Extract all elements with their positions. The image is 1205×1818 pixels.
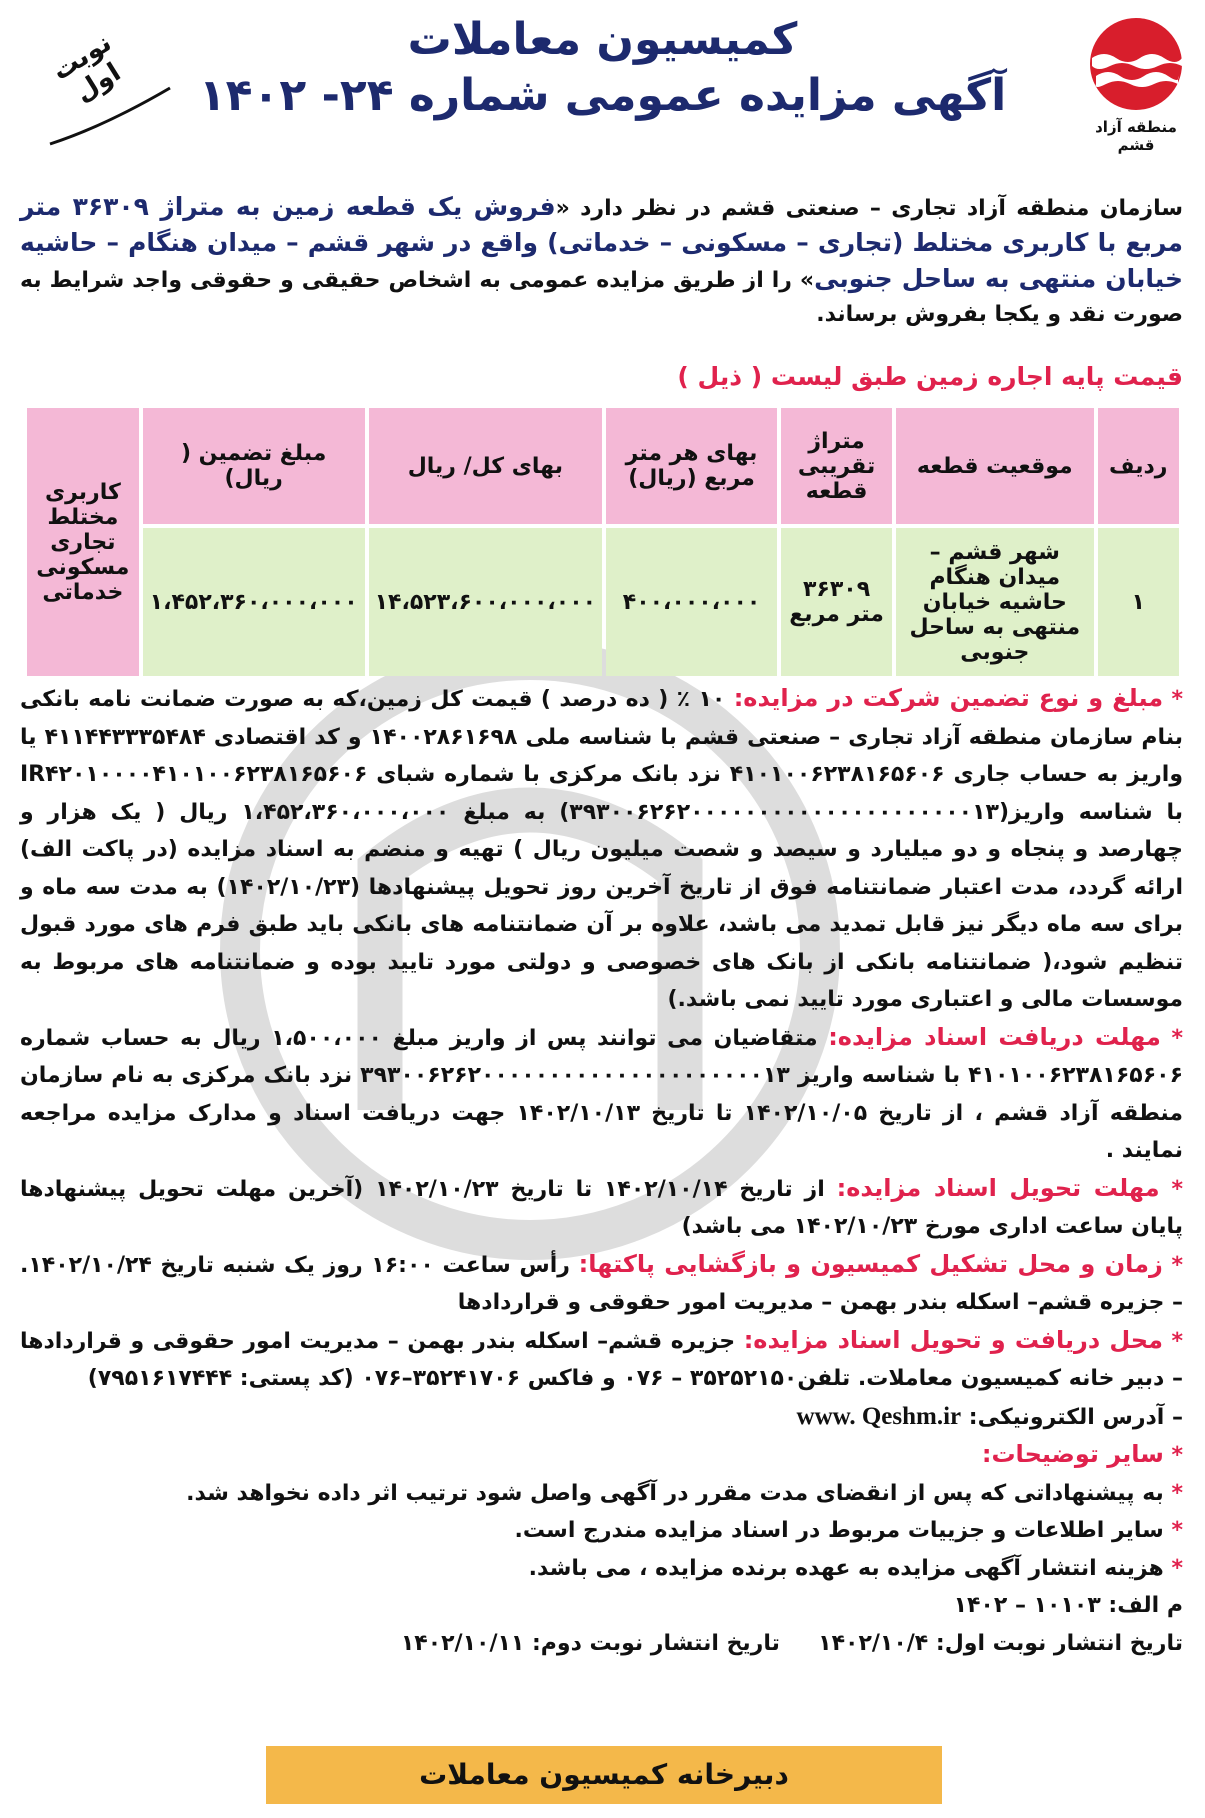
row-price-per-meter: ۴۰۰،۰۰۰،۰۰۰: [606, 528, 777, 676]
auction-table: [23, 404, 1183, 680]
section-location: * محل دریافت و تحویل اسناد مزایده: جزیره قشم– اسکله بندر بهمن – مدیریت امور حقوقی و قراردادها – دبیر خانه کمیسیون معاملات. تلفن۳۵۲۵۲۱۵۰ – ۰۷۶ و فاکس ۳۵۲۴۱۷۰۶–۰۷۶ (کد پستی: ۷۹۵۱۶۱۷۴۴۴): [20, 1325, 1183, 1391]
intro-part3: » را از طریق مزایده عمومی به اشخاص حقیقی و حقوقی واجد شرایط به صورت نقد و یکجا بفروش برساند.: [20, 268, 1183, 327]
notice-title: آگهی مزایده عمومی شماره ۲۴- ۱۴۰۲: [198, 70, 1007, 121]
intro-highlight: فروش یک قطعه زمین به متراژ ۳۶۳۰۹ متر مربع با کاربری مختلط (تجاری – مسکونی – خدماتی) واقع در شهر قشم – میدان هنگام – حاشیه خیابان منتهی به ساحل جنوبی: [20, 192, 1183, 293]
notice-body: [20, 680, 1183, 1662]
note-item: * به پیشنهاداتی که پس از انقضای مدت مقرر در آگهی واصل شود ترتیب اثر داده نخواهد شد.: [186, 1480, 1183, 1506]
round-underline-icon: [45, 86, 175, 146]
publish-dates: [20, 1625, 1183, 1663]
table-heading: قیمت پایه اجاره زمین طبق لیست ( ذیل ): [677, 362, 1183, 391]
website-line: [20, 1398, 1183, 1437]
col-location: موقعیت قطعه: [896, 408, 1093, 524]
section-guarantee: * مبلغ و نوع تضمین شرکت در مزایده: ۱۰ ٪ ( ده درصد ) قیمت کل زمین،که به صورت ضمانت نامه بانکی بنام سازمان منطقه آزاد تجاری – صنعتی قشم با شناسه ملی ۱۴۰۰۲۸۶۱۶۹۸ و کد اقتصادی ۴۱۱۴۴۳۳۳۵۴۸۴ یا واریز به حساب جاری ۴۱۰۱۰۰۶۲۳۸۱۶۵۶۰۶ نزد بانک مرکزی با شماره شبای IR۴۲۰۱۰۰۰۰۴۱۰۱۰۰۶۲۳۸۱۶۵۶۰۶ با شناسه واریز(۳۹۳۰۰۶۲۶۲۰۰۰۰۰۰۰۰۰۰۰۰۰۰۰۰۰۰۰۰۰۱۳) به مبلغ ۱،۴۵۲،۳۶۰،۰۰۰،۰۰۰ ریال ( یک هزار و چهارصد و پنجاه و دو میلیارد و سیصد و شصت میلیون ریال ) تهیه و منضم به اسناد مزایده (در پاکت الف) ارائه گردد، مدت اعتبار ضمانتنامه فوق از تاریخ آخرین روز تحویل پیشنهادها (۱۴۰۲/۱۰/۲۳) به مدت سه ماه و برای سه ماه دیگر نیز قابل تمدید می باشد، علاوه بر آن ضمانتنامه های بانکی باید طبق فرم های مورد قبول تنظیم شود،( ضمانتنامه بانکی از بانک های خصوصی و دولتی مورد تایید بوده و ضمانتنامه های مربوط به موسسات مالی و اعتباری مورد تایید نمی باشد.): [20, 684, 1183, 1012]
col-index: ردیف: [1098, 408, 1179, 524]
row-location: شهر قشم – میدان هنگام حاشیه خیابان منتهی به ساحل جنوبی: [896, 528, 1093, 676]
col-guarantee: مبلغ تضمین ( ریال): [143, 408, 365, 524]
intro-part1: سازمان منطقه آزاد تجاری – صنعتی قشم در نظر دارد «: [555, 196, 1183, 221]
section-text: جزیره قشم– اسکله بندر بهمن – مدیریت امور حقوقی و قراردادها – دبیر خانه کمیسیون معاملات. تلفن۳۵۲۵۲۱۵۰ – ۰۷۶ و فاکس ۳۵۲۴۱۷۰۶–۰۷۶ (کد پستی: ۷۹۵۱۶۱۷۴۴۴): [20, 1328, 1183, 1391]
section-title: محل دریافت و تحویل اسناد مزایده:: [743, 1325, 1163, 1354]
row-index: ۱: [1098, 528, 1179, 676]
publish-second: تاریخ انتشار نوبت دوم: ۱۴۰۲/۱۰/۱۱: [400, 1630, 780, 1656]
table-row: [27, 528, 1179, 676]
commission-title: کمیسیون معاملات: [407, 14, 798, 65]
col-total-price: بهای کل/ ریال: [369, 408, 602, 524]
note-item: * هزینه انتشار آگهی مزایده به عهده برنده مزایده ، می باشد.: [528, 1555, 1183, 1581]
footer-secretariat: دبیرخانه کمیسیون معاملات: [266, 1746, 942, 1804]
section-deliver-docs: * مهلت تحویل اسناد مزایده: از تاریخ ۱۴۰۲/۱۰/۱۴ تا تاریخ ۱۴۰۲/۱۰/۲۳ (آخرین مهلت تحویل پیشنهادها پایان ساعت اداری مورخ ۱۴۰۲/۱۰/۲۳ می باشد): [20, 1173, 1183, 1239]
note-item: * سایر اطلاعات و جزییات مربوط در اسناد مزایده مندرج است.: [514, 1518, 1183, 1543]
other-notes-title: * سایر توضیحات:: [981, 1440, 1183, 1468]
website-link[interactable]: www. Qeshm.ir: [796, 1402, 962, 1430]
round-badge: نوبت اول: [47, 27, 127, 109]
section-title: مهلت تحویل اسناد مزایده:: [836, 1173, 1160, 1202]
section-text: ۱۰ ٪ ( ده درصد ) قیمت کل زمین،که به صورت ضمانت نامه بانکی بنام سازمان منطقه آزاد تجاری – صنعتی قشم با شناسه ملی ۱۴۰۰۲۸۶۱۶۹۸ و کد اقتصادی ۴۱۱۴۴۳۳۳۵۴۸۴ یا واریز به حساب جاری ۴۱۰۱۰۰۶۲۳۸۱۶۵۶۰۶ نزد بانک مرکزی با شماره شبای IR۴۲۰۱۰۰۰۰۴۱۰۱۰۰۶۲۳۸۱۶۵۶۰۶ با شناسه واریز(۳۹۳۰۰۶۲۶۲۰۰۰۰۰۰۰۰۰۰۰۰۰۰۰۰۰۰۰۰۰۱۳) به مبلغ ۱،۴۵۲،۳۶۰،۰۰۰،۰۰۰ ریال ( یک هزار و چهارصد و پنجاه و دو میلیارد و سیصد و شصت میلیون ریال ) تهیه و منضم به اسناد مزایده (در پاکت الف) ارائه گردد، مدت اعتبار ضمانتنامه فوق از تاریخ آخرین روز تحویل پیشنهادها (۱۴۰۲/۱۰/۲۳) به مدت سه ماه و برای سه ماه دیگر نیز قابل تمدید می باشد، علاوه بر آن ضمانتنامه های بانکی باید طبق فرم های مورد قبول تنظیم شود،( ضمانتنامه بانکی از بانک های خصوصی و دولتی مورد تایید بوده و ضمانتنامه های مربوط به موسسات مالی و اعتباری مورد تایید نمی باشد.): [20, 687, 1183, 1012]
publish-first: تاریخ انتشار نوبت اول: ۱۴۰۲/۱۰/۴: [818, 1630, 1183, 1656]
table-header-row: [27, 408, 1179, 524]
col-price-per-meter: بهای هر متر مربع (ریال): [606, 408, 777, 524]
website-label: – آدرس الکترونیکی:: [968, 1404, 1183, 1430]
section-text: متقاضیان می توانند پس از واریز مبلغ ۱،۵۰۰،۰۰۰ ریال به حساب شماره ۴۱۰۱۰۰۶۲۳۸۱۶۵۶۰۶ با شناسه واریز ۳۹۳۰۰۶۲۶۲۰۰۰۰۰۰۰۰۰۰۰۰۰۰۰۰۰۰۰۰۰۱۳ نزد بانک مرکزی به نام سازمان منطقه آزاد قشم ، از تاریخ ۱۴۰۲/۱۰/۰۵ تا تاریخ ۱۴۰۲/۱۰/۱۳ جهت دریافت اسناد و مدارک مزایده مراجعه نمایند .: [20, 1025, 1183, 1163]
row-total-price: ۱۴،۵۲۳،۶۰۰،۰۰۰،۰۰۰: [369, 528, 602, 676]
usage-label: کاربری مختلط تجاری مسکونی خدماتی: [27, 408, 139, 676]
intro-paragraph: [20, 190, 1183, 332]
title-block: [0, 14, 1205, 126]
section-text: از تاریخ ۱۴۰۲/۱۰/۱۴ تا تاریخ ۱۴۰۲/۱۰/۲۳ (آخرین مهلت تحویل پیشنهادها پایان ساعت اداری مورخ ۱۴۰۲/۱۰/۲۳ می باشد): [20, 1176, 1183, 1239]
section-title: مهلت دریافت اسناد مزایده:: [828, 1022, 1161, 1051]
section-title: مبلغ و نوع تضمین شرکت در مزایده:: [733, 684, 1164, 712]
reference-number: م الف: ۱۰۱۰۳ – ۱۴۰۲: [953, 1593, 1183, 1618]
section-text: رأس ساعت ۱۶:۰۰ روز یک شنبه تاریخ ۱۴۰۲/۱۰/۲۴. – جزیره قشم– اسکله بندر بهمن – مدیریت امور حقوقی و قراردادها: [20, 1252, 1183, 1315]
row-area: ۳۶۳۰۹ متر مربع: [781, 528, 892, 676]
logo-caption: منطقه آزاد قشم: [1095, 118, 1177, 154]
section-receive-docs: * مهلت دریافت اسناد مزایده: متقاضیان می توانند پس از واریز مبلغ ۱،۵۰۰،۰۰۰ ریال به حساب شماره ۴۱۰۱۰۰۶۲۳۸۱۶۵۶۰۶ با شناسه واریز ۳۹۳۰۰۶۲۶۲۰۰۰۰۰۰۰۰۰۰۰۰۰۰۰۰۰۰۰۰۰۱۳ نزد بانک مرکزی به نام سازمان منطقه آزاد قشم ، از تاریخ ۱۴۰۲/۱۰/۰۵ تا تاریخ ۱۴۰۲/۱۰/۱۳ جهت دریافت اسناد و مدارک مزایده مراجعه نمایند .: [20, 1022, 1184, 1163]
other-title: سایر توضیحات:: [981, 1440, 1164, 1468]
section-opening: * زمان و محل تشکیل کمیسیون و بازگشایی پاکتها: رأس ساعت ۱۶:۰۰ روز یک شنبه تاریخ ۱۴۰۲/۱۰/۲۴. – جزیره قشم– اسکله بندر بهمن – مدیریت امور حقوقی و قراردادها: [20, 1249, 1183, 1315]
row-guarantee: ۱،۴۵۲،۳۶۰،۰۰۰،۰۰۰: [143, 528, 365, 676]
section-title: زمان و محل تشکیل کمیسیون و بازگشایی پاکتها:: [578, 1249, 1163, 1278]
col-area: متراژ تقریبی قطعه: [781, 408, 892, 524]
